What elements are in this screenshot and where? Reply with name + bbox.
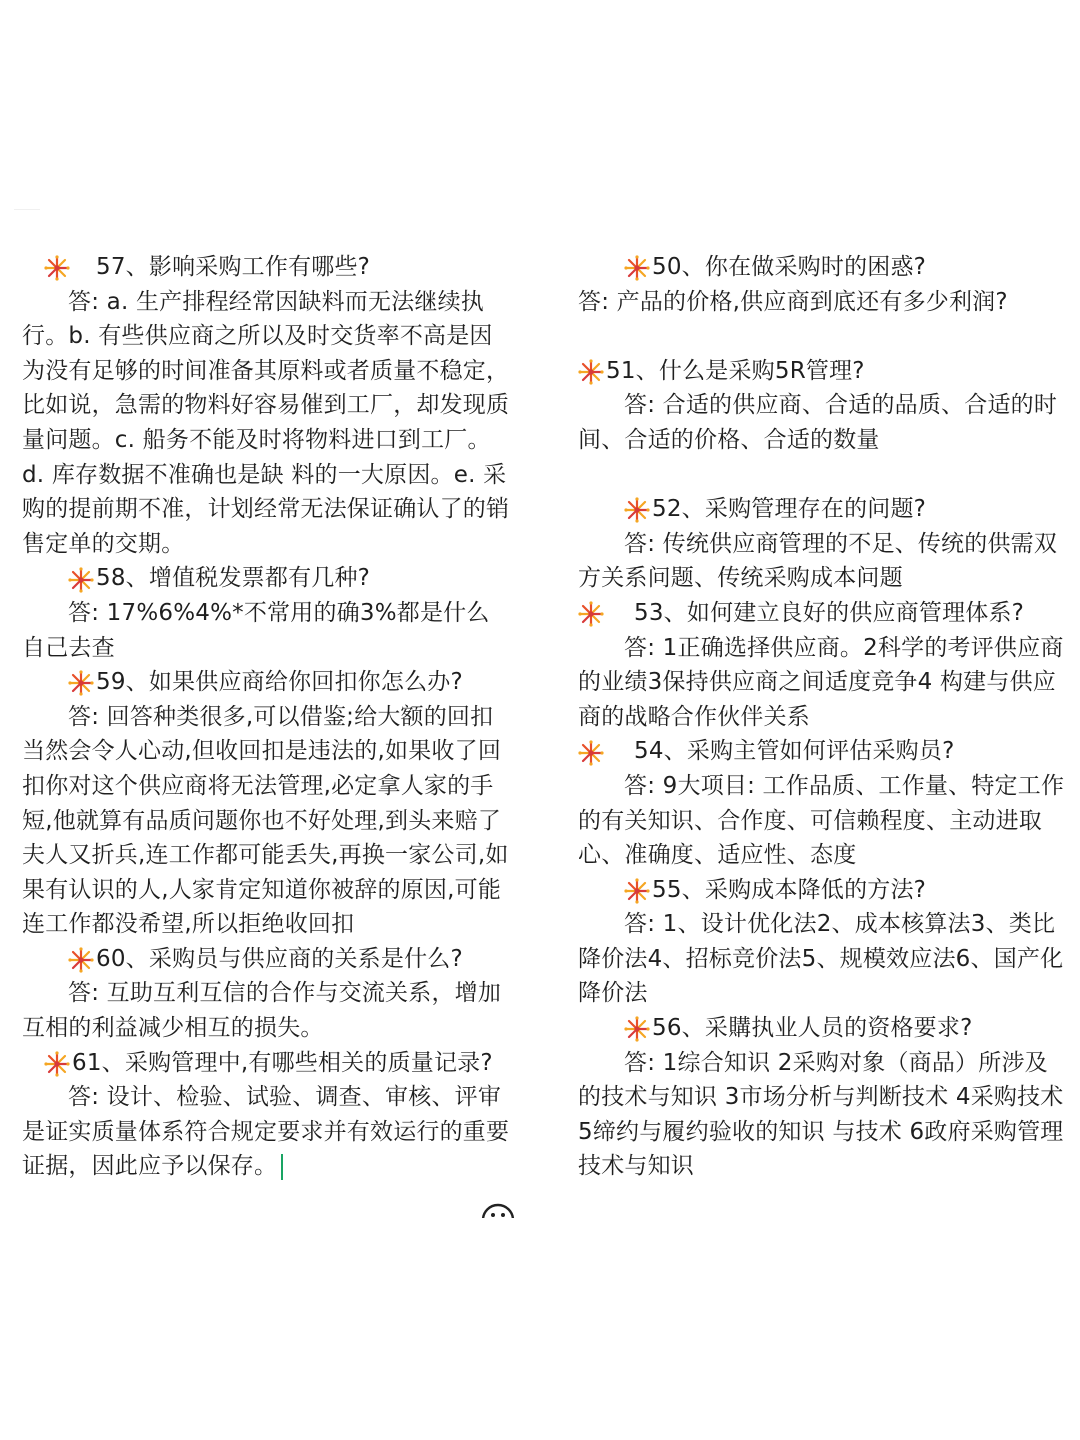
question-55 (578, 873, 1070, 908)
answer-53: 答: 1正确选择供应商。2科学的考评供应商的业绩3保持供应商之间适度竞争4 构建与供应商的战略合作伙伴关系 (578, 634, 1064, 730)
firework-icon (68, 567, 94, 593)
answer-56: 答: 1综合知识 2采购对象（商品）所涉及的技术与知识 3市场分析与判断技术 4采购技术 5缔约与履约验收的知识 与技术 6政府采购管理技术与知识 (578, 1049, 1064, 1180)
question-text: 57、影响采购工作有哪些? (96, 254, 371, 280)
question-53 (578, 596, 1070, 631)
firework-icon (44, 255, 70, 281)
question-60 (22, 942, 510, 977)
question-54 (578, 734, 1070, 769)
answer-51: 答: 合适的供应商、合适的品质、合适的时间、合适的价格、合适的数量 (578, 392, 1058, 453)
firework-icon (68, 670, 94, 696)
answer-58: 答: 17%6%4%*不常用的确3%都是什么自己去查 (22, 599, 490, 661)
emoji-icon (480, 1202, 516, 1218)
firework-icon (578, 359, 604, 385)
right-column (578, 250, 1070, 1184)
text-cursor (281, 1154, 283, 1180)
question-text: 59、如果供应商给你回扣你怎么办? (96, 669, 463, 696)
firework-icon (44, 1051, 70, 1077)
question-text: 61、采购管理中,有哪些相关的质量记录? (72, 1049, 493, 1076)
question-52 (578, 492, 1070, 527)
left-column (22, 250, 510, 1184)
question-text: 55、采购成本降低的方法? (652, 876, 927, 903)
answer-60: 答: 互助互利互信的合作与交流关系，增加互相的利益减少相互的损失。 (22, 980, 502, 1042)
question-text: 51、什么是采购5R管理? (606, 357, 865, 384)
question-50 (578, 250, 1070, 285)
divider (14, 209, 40, 210)
question-text: 60、采购员与供应商的关系是什么? (96, 945, 463, 972)
question-51 (578, 354, 1070, 389)
firework-icon (578, 740, 604, 766)
question-58 (22, 561, 510, 596)
question-59 (22, 665, 510, 700)
answer-57: 答: a. 生产排程经常因缺料而无法继续执行。b. 有些供应商之所以及时交货率不高是因为没有足够的时间准备其原料或者质量不稳定，比如说，急需的物料好容易催到工厂，却发现质量问题。c. 船务不能及时将物料进口到工厂。d. 库存数据不准确也是缺 料的一大原因。e. 采购的提前期不准，计划经常无法保证确认了的销售定单的交期。 (22, 288, 510, 557)
answer-61[interactable] (22, 1080, 510, 1184)
question-56 (578, 1011, 1070, 1046)
answer-50: 答: 产品的价格,供应商到底还有多少利润? (578, 288, 1008, 315)
question-text: 54、采购主管如何评估采购员? (634, 738, 955, 765)
firework-icon (68, 947, 94, 973)
question-text: 50、你在做采购时的困惑? (652, 254, 927, 280)
question-text: 52、采购管理存在的问题? (652, 496, 927, 523)
firework-icon (624, 878, 650, 904)
firework-icon (578, 601, 604, 627)
answer-text: 答: 设计、检验、试验、调查、审核、评审是证实质量体系符合规定要求并有效运行的重要证据，因此应予以保存。 (22, 1084, 510, 1180)
question-text: 58、增值税发票都有几种? (96, 565, 371, 592)
answer-55: 答: 1、设计优化法2、成本核算法3、类比降价法4、招标竞价法5、规模效应法6、国产化降价法 (578, 911, 1064, 1007)
answer-54: 答: 9大项目: 工作品质、工作量、特定工作的有关知识、合作度、可信赖程度、主动进取心、准确度、适应性、态度 (578, 772, 1065, 869)
question-text: 53、如何建立良好的供应商管理体系? (634, 599, 1025, 626)
firework-icon (624, 255, 650, 281)
answer-52: 答: 传统供应商管理的不足、传统的供需双方关系问题、传统采购成本问题 (578, 530, 1058, 592)
firework-icon (624, 1016, 650, 1042)
answer-59: 答: 回答种类很多,可以借鉴;给大额的回扣当然会令人心动,但收回扣是违法的,如果收了回扣你对这个供应商将无法管理,必定拿人家的手短,他就算有品质问题你也不好处理,到头来赔了夫人又折兵,连工作都可能丢失,再换一家公司,如果有认识的人,人家肯定知道你被辞的原因,可能连工作都没希望,所以拒绝收回扣 (22, 703, 509, 938)
question-61 (22, 1046, 510, 1081)
question-text: 56、采購执业人员的资格要求? (652, 1015, 973, 1042)
firework-icon (624, 497, 650, 523)
question-57 (22, 250, 510, 285)
